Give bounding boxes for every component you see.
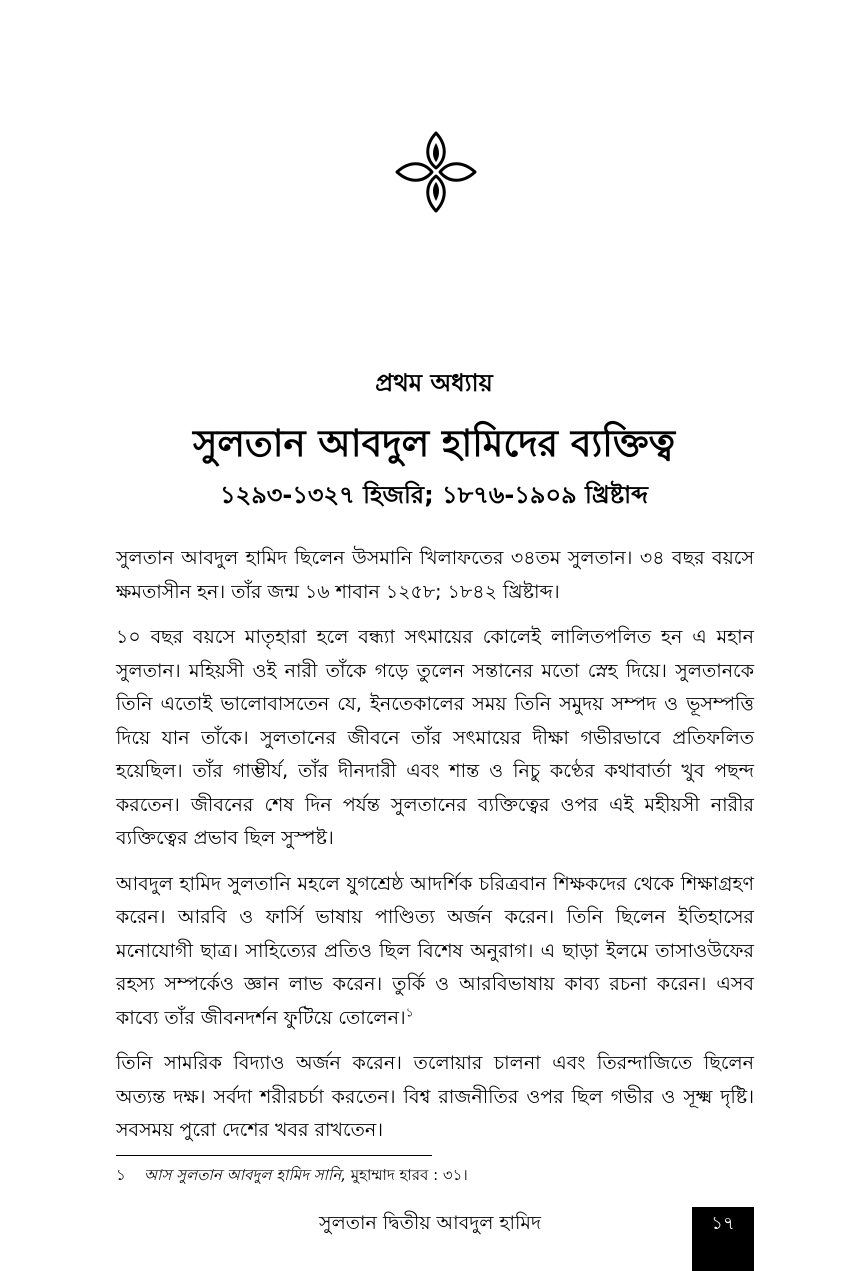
chapter-dates: ১২৯৩-১৩২৭ হিজরি; ১৮৭৬-১৯০৯ খ্রিষ্টাব্দ bbox=[220, 481, 648, 509]
paragraph-2: ১০ বছর বয়সে মাতৃহারা হলে বন্ধ্যা সৎমায়ের কোলেই লালিতপলিত হন এ মহান সুলতান। মহিয়সী ওই নারী তাঁকে গড়ে তুলেন সন্তানের মতো স্নেহ দিয়ে। সুলতানকে তিনি এতোই ভালোবাসতেন যে, ইনতেকালের সময় তিনি সমুদয় সম্পদ ও ভূসম্পত্তি দিয়ে যান তাঁকে। সুলতানের জীবনে তাঁর সৎমায়ের দীক্ষা গভীরভাবে প্রতিফলিত হয়েছিল। তাঁর গাম্ভীর্য, তাঁর দীনদারী এবং শান্ত ও নিচু কণ্ঠের কথাবার্তা খুব পছন্দ করতেন। জীবনের শেষ দিন পর্যন্ত সুলতানের ব্যক্তিত্বের ওপর এই মহীয়সী নারীর ব্যক্তিত্বের প্রভাব ছিল সুস্পষ্ট। bbox=[116, 626, 754, 849]
footnote-source-detail: মুহাম্মাদ হারব : ৩১। bbox=[346, 1166, 468, 1184]
chapter-label: প্রথম অধ্যায় bbox=[375, 369, 493, 397]
footnote-number: ১ bbox=[116, 1166, 126, 1184]
chapter-title: সুলতান আবদুল হামিদের ব্যক্তিত্ব bbox=[192, 422, 676, 465]
paragraph-3-text: আবদুল হামিদ সুলতানি মহলে যুগশ্রেষ্ঠ আদর্শিক চরিত্রবান শিক্ষকদের থেকে শিক্ষাগ্রহণ করেন। আরবি ও ফার্সি ভাষায় পাণ্ডিত্য অর্জন করেন। তিনি ছিলেন ইতিহাসের মনোযোগী ছাত্র। সাহিত্যের প্রতিও ছিল বিশেষ অনুরাগ। এ ছাড়া ইলমে তাসাওউফের রহস্য সম্পর্কেও জ্ঞান লাভ করেন। তুর্কি ও আরবিভাষায় কাব্য রচনা করেন। এসব কাব্যে তাঁর জীবনদর্শন ফুটিয়ে তোলেন। bbox=[116, 872, 754, 1029]
footnote-reference[interactable]: ১ bbox=[405, 1005, 414, 1020]
footnote-source-title: আস সুলতান আবদুল হামিদ সানি, bbox=[144, 1166, 347, 1184]
running-footer-title: সুলতান দ্বিতীয় আবদুল হামিদ bbox=[319, 1212, 541, 1234]
paragraph-1: সুলতান আবদুল হামিদ ছিলেন উসমানি খিলাফতের ৩৪তম সুলতান। ৩৪ বছর বয়সে ক্ষমতাসীন হন। তাঁর জন্ম ১৬ শাবান ১২৫৮; ১৮৪২ খ্রিষ্টাব্দ। bbox=[116, 547, 754, 603]
floral-ornament-icon bbox=[394, 130, 478, 214]
page-number: ১৭ bbox=[692, 1207, 754, 1271]
paragraph-4: তিনি সামরিক বিদ্যাও অর্জন করেন। তলোয়ার চালনা এবং তিরন্দাজিতে ছিলেন অত্যন্ত দক্ষ। সর্বদা শরীরচর্চা করতেন। বিশ্ব রাজনীতির ওপর ছিল গভীর ও সূক্ষ্ম দৃষ্টি। সবসময় পুরো দেশের খবর রাখতেন। bbox=[116, 1052, 754, 1141]
footnote bbox=[116, 1163, 756, 1187]
footnote-divider bbox=[116, 1155, 432, 1156]
paragraph-3 bbox=[116, 868, 754, 1036]
body-text bbox=[116, 542, 754, 1160]
